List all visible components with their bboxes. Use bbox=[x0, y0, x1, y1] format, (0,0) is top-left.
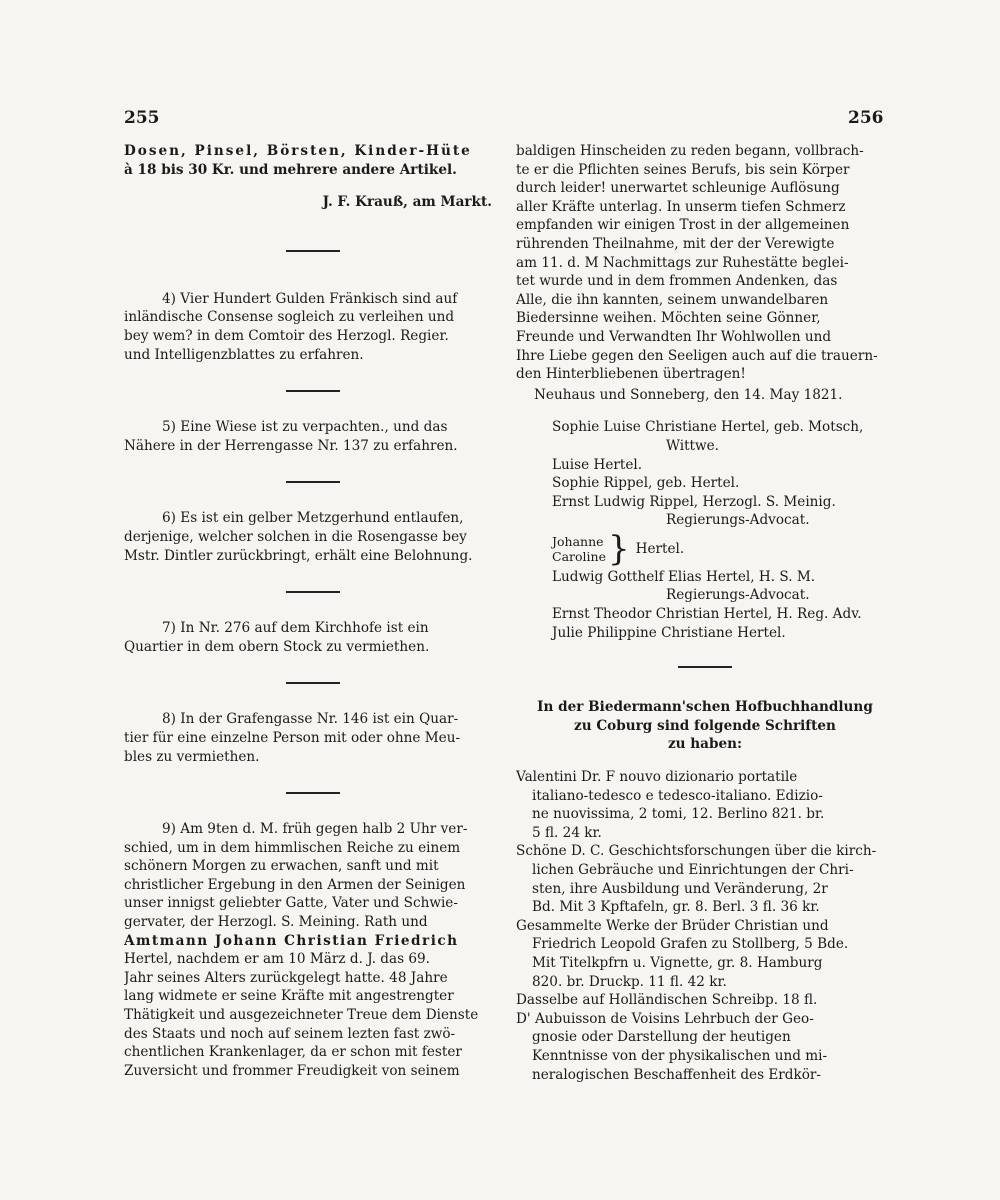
text-line: derjenige, welcher solchen in die Rosengasse bey bbox=[124, 528, 467, 545]
text-line: Friedrich Leopold Grafen zu Stollberg, 5 Bde. bbox=[532, 936, 849, 953]
text-line: und Intelligenzblattes zu erfahren. bbox=[124, 346, 364, 363]
text-line: Mit Titelkpfrn u. Vignette, gr. 8. Hamburg bbox=[532, 954, 823, 971]
text-line: gervater, der Herzogl. S. Meining. Rath und bbox=[124, 914, 428, 931]
text-line: empfanden wir einigen Trost in der allgemeinen bbox=[516, 217, 850, 234]
text-line: Bd. Mit 3 Kpftafeln, gr. 8. Berl. 3 fl. 36 kr. bbox=[532, 899, 820, 916]
right-column bbox=[516, 142, 894, 1084]
text-line: Schöne D. C. Geschichtsforschungen über die kirch- bbox=[516, 843, 877, 860]
signatory-line: Luise Hertel. bbox=[552, 456, 643, 473]
signatory-line: Ernst Theodor Christian Hertel, H. Reg. Adv. bbox=[552, 606, 862, 623]
text-line: bey wem? in dem Comtoir des Herzogl. Regier. bbox=[124, 327, 449, 344]
signatory-line: Hertel. bbox=[635, 540, 685, 557]
text-line: lang widmete er seine Kräfte mit angestrengter bbox=[124, 988, 454, 1005]
signatory-line: Johanne bbox=[552, 533, 604, 549]
text-line: 820. br. Druckp. 11 fl. 42 kr. bbox=[532, 973, 727, 990]
obituary-continued bbox=[516, 142, 894, 384]
text-line: Freunde und Verwandten Ihr Wohlwollen und bbox=[516, 328, 832, 345]
text-line: Kenntnisse von der physikalischen und mi- bbox=[532, 1047, 828, 1064]
heading-line: zu haben: bbox=[667, 736, 743, 753]
signatories bbox=[552, 418, 894, 642]
book-entry bbox=[516, 1010, 894, 1084]
heading-line: zu Coburg sind folgende Schriften bbox=[574, 717, 836, 734]
text-line: schied, um in dem himmlischen Reiche zu einem bbox=[124, 839, 461, 856]
brace-names bbox=[552, 534, 606, 564]
text-line: den Hinterbliebenen übertragen! bbox=[516, 366, 746, 383]
text-line: 9) Am 9ten d. M. früh gegen halb 2 Uhr ver- bbox=[162, 821, 468, 838]
text-line: baldigen Hinscheiden zu reden begann, vollbrach- bbox=[516, 143, 864, 159]
text-line: neralogischen Beschaffenheit des Erdkör- bbox=[532, 1066, 821, 1083]
text-line: Hertel, nachdem er am 10 März d. J. das 69. bbox=[124, 951, 430, 968]
book-entry bbox=[516, 917, 894, 1010]
text-line: am 11. d. M Nachmittags zur Ruhestätte beglei- bbox=[516, 254, 849, 271]
text-line: ne nuovissima, 2 tomi, 12. Berlino 821. br. bbox=[532, 806, 825, 823]
signatory-line: Sophie Rippel, geb. Hertel. bbox=[552, 475, 740, 492]
text-line: aller Kräfte unterlag. In unserm tiefen Schmerz bbox=[516, 198, 846, 215]
notice-7 bbox=[124, 619, 502, 656]
opening-notice bbox=[124, 142, 502, 179]
text-line: 5) Eine Wiese ist zu verpachten., und das bbox=[162, 419, 448, 436]
text-line: Amtmann Johann Christian Friedrich bbox=[124, 932, 459, 949]
text-line: D' Aubuisson de Voisins Lehrbuch der Geo- bbox=[516, 1010, 814, 1027]
text-line: durch leider! unerwartet schleunige Auflösung bbox=[516, 180, 840, 197]
place-date: Neuhaus und Sonneberg, den 14. May 1821. bbox=[534, 386, 843, 403]
text-line: 4) Vier Hundert Gulden Fränkisch sind auf bbox=[162, 290, 458, 307]
text-line: inländische Consense sogleich zu verleihen und bbox=[124, 309, 455, 326]
text-line: Zuversicht und frommer Freudigkeit von seinem bbox=[124, 1062, 460, 1079]
notice-6 bbox=[124, 509, 502, 565]
text-line: chentlichen Krankenlager, da er schon mit fester bbox=[124, 1044, 462, 1061]
text-line: Mstr. Dintler zurückbringt, erhält eine Belohnung. bbox=[124, 547, 473, 564]
book-entry bbox=[516, 842, 894, 916]
signatory-line: Wittwe. bbox=[666, 437, 720, 454]
text-line: Gesammelte Werke der Brüder Christian und bbox=[516, 917, 829, 934]
text-line: tier für eine einzelne Person mit oder ohne Meu- bbox=[124, 729, 461, 746]
text-line: Dosen, Pinsel, Börsten, Kinder-Hüte bbox=[124, 143, 472, 159]
text-line: Alle, die ihn kannten, seinem unwandelbaren bbox=[516, 291, 829, 308]
text-line: te er die Pflichten seines Berufs, bis sein Körper bbox=[516, 161, 850, 178]
notice-8 bbox=[124, 710, 502, 766]
brace-mark: } bbox=[607, 528, 630, 569]
text-line: sten, ihre Ausbildung und Veränderung, 2r bbox=[532, 880, 828, 897]
text-line: italiano-tedesco e tedesco-italiano. Edizio- bbox=[532, 787, 823, 804]
signatory-brace-group bbox=[552, 528, 894, 569]
book-entry bbox=[516, 768, 894, 842]
text-line: Valentini Dr. F nouvo dizionario portatile bbox=[516, 769, 798, 786]
text-line: bles zu vermiethen. bbox=[124, 748, 260, 765]
text-line: Biedersinne weihen. Möchten seine Gönner, bbox=[516, 310, 821, 327]
notice-9-obituary bbox=[124, 820, 502, 1080]
page-number-right: 256 bbox=[848, 108, 884, 128]
text-line: 8) In der Grafengasse Nr. 146 ist ein Quar- bbox=[162, 711, 459, 728]
page-number-left: 255 bbox=[124, 108, 160, 128]
signatory-line: Julie Philippine Christiane Hertel. bbox=[552, 624, 786, 641]
text-line: 7) In Nr. 276 auf dem Kirchhofe ist ein bbox=[162, 620, 429, 637]
left-column bbox=[124, 142, 502, 1080]
text-line: christlicher Ergebung in den Armen der Seinigen bbox=[124, 876, 466, 893]
signatory-line: Ernst Ludwig Rippel, Herzogl. S. Meinig. bbox=[552, 493, 836, 510]
heading-line: In der Biedermann'schen Hofbuchhandlung bbox=[537, 699, 873, 716]
text-line: Thätigkeit und ausgezeichneter Treue dem Dienste bbox=[124, 1007, 479, 1024]
signatory-line: Regierungs-Advocat. bbox=[666, 587, 810, 604]
signatory-line: Sophie Luise Christiane Hertel, geb. Motsch, bbox=[552, 419, 864, 436]
notice-5 bbox=[124, 418, 502, 455]
text-line: unser innigst geliebter Gatte, Vater und Schwie- bbox=[124, 895, 458, 912]
text-line: tet wurde und in dem frommen Andenken, das bbox=[516, 273, 838, 290]
text-line: à 18 bis 30 Kr. und mehrere andere Artikel. bbox=[124, 161, 457, 178]
signatory-line: Caroline bbox=[552, 548, 606, 564]
text-line: 6) Es ist ein gelber Metzgerhund entlaufen, bbox=[162, 510, 464, 527]
text-line: Quartier in dem obern Stock zu vermiethen. bbox=[124, 638, 430, 655]
text-line: lichen Gebräuche und Einrichtungen der Chri- bbox=[532, 862, 854, 878]
text-line: Nähere in der Herrengasse Nr. 137 zu erfahren. bbox=[124, 437, 458, 454]
signatory-line: Regierungs-Advocat. bbox=[666, 512, 810, 529]
bookshop-heading bbox=[516, 698, 894, 754]
signatory-line: Ludwig Gotthelf Elias Hertel, H. S. M. bbox=[552, 568, 816, 585]
text-line: gnosie oder Darstellung der heutigen bbox=[532, 1029, 791, 1046]
text-line: 5 fl. 24 kr. bbox=[532, 824, 602, 841]
opening-signature: J. F. Krauß, am Markt. bbox=[322, 194, 492, 211]
text-line: Jahr seines Alters zurückgelegt hatte. 48 Jahre bbox=[124, 969, 448, 986]
notice-4 bbox=[124, 290, 502, 364]
text-line: Dasselbe auf Holländischen Schreibp. 18 fl. bbox=[516, 992, 818, 1009]
text-line: rührenden Theilnahme, mit der der Verewigte bbox=[516, 235, 835, 252]
text-line: Ihre Liebe gegen den Seeligen auch auf die trauern- bbox=[516, 347, 878, 364]
text-line: des Staats und noch auf seinem lezten fast zwö- bbox=[124, 1025, 456, 1042]
text-line: schönern Morgen zu erwachen, sanft und mit bbox=[124, 858, 439, 875]
